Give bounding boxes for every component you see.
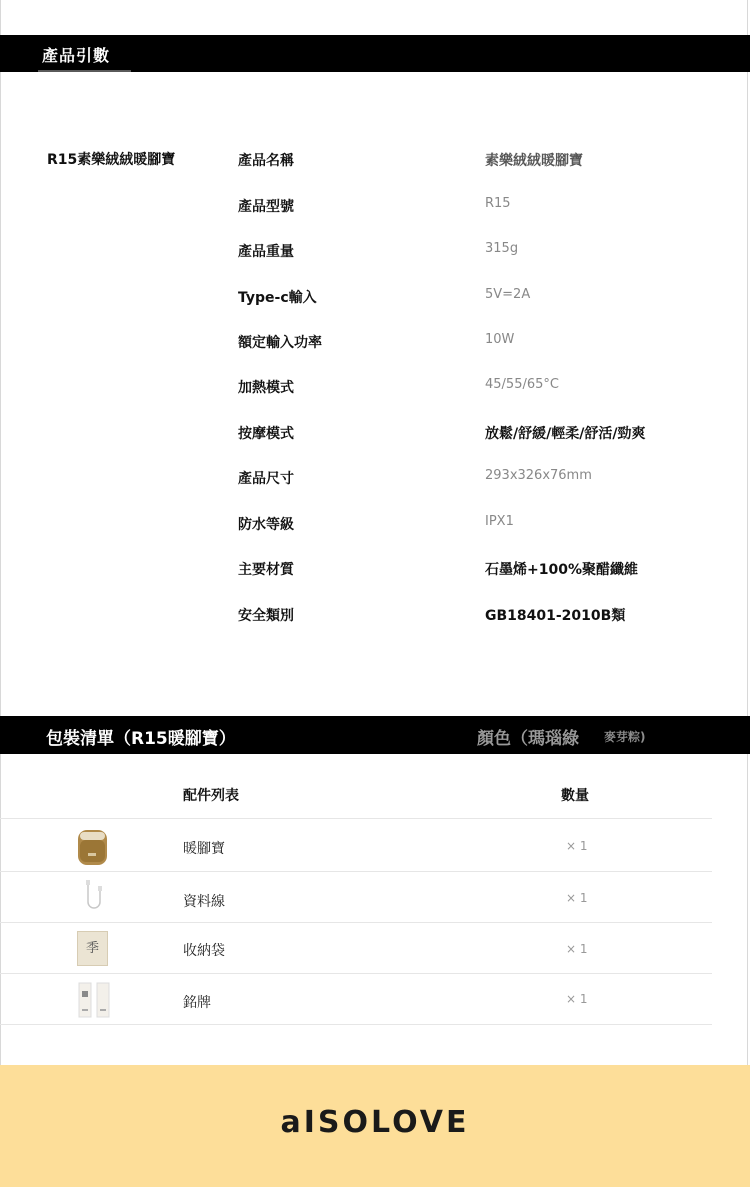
spec-row bbox=[0, 332, 750, 352]
storage-bag-icon: 季 bbox=[77, 931, 108, 966]
spec-label: 按摩模式 bbox=[238, 426, 294, 442]
product-name: R15素樂絨絨暖腳寶 bbox=[47, 152, 176, 168]
spec-value: GB18401-2010B類 bbox=[485, 608, 626, 624]
brand-logo: aISOLOVE bbox=[280, 1105, 470, 1140]
row-divider bbox=[0, 922, 712, 923]
spec-value: 放鬆/舒緩/輕柔/舒活/勁爽 bbox=[485, 426, 646, 442]
row-divider bbox=[0, 871, 712, 872]
row-divider bbox=[0, 818, 712, 819]
nameplate-icon bbox=[78, 982, 110, 1022]
spec-label: 防水等級 bbox=[238, 517, 294, 533]
col-header-qty: 數量 bbox=[561, 788, 589, 804]
col-header-item: 配件列表 bbox=[183, 788, 239, 804]
spec-label: 產品重量 bbox=[238, 244, 294, 260]
list-item-qty: × 1 bbox=[566, 992, 588, 1006]
spec-row bbox=[0, 196, 750, 216]
cable-icon bbox=[82, 880, 102, 920]
spec-value: 5V=2A bbox=[485, 287, 531, 302]
spec-label: Type-c輸入 bbox=[238, 290, 317, 306]
params-title: 產品引數 bbox=[42, 46, 111, 65]
list-item-name: 銘牌 bbox=[183, 995, 211, 1011]
list-item-name: 暖腳寶 bbox=[183, 841, 225, 857]
spec-value: 素樂絨絨暖腳寶 bbox=[485, 153, 583, 169]
spec-row bbox=[0, 605, 750, 625]
spec-label: 安全類別 bbox=[238, 608, 294, 624]
list-item-name: 資料線 bbox=[183, 894, 225, 910]
spec-row bbox=[0, 468, 750, 488]
list-item-name: 收納袋 bbox=[183, 943, 225, 959]
spec-label: 主要材質 bbox=[238, 562, 294, 578]
spec-label: 加熱模式 bbox=[238, 380, 294, 396]
params-title-underline bbox=[38, 70, 131, 72]
spec-label: 產品名稱 bbox=[238, 153, 294, 169]
row-divider bbox=[0, 1024, 712, 1025]
spec-value: 293x326x76mm bbox=[485, 468, 592, 483]
spec-row bbox=[0, 150, 750, 170]
list-item-qty: × 1 bbox=[566, 839, 588, 853]
color-alt-label: 麥芽粽) bbox=[604, 730, 646, 744]
spec-row bbox=[0, 377, 750, 397]
spec-row bbox=[0, 287, 750, 307]
list-item-qty: × 1 bbox=[566, 942, 588, 956]
list-item-qty: × 1 bbox=[566, 891, 588, 905]
spec-value: 45/55/65°C bbox=[485, 377, 559, 392]
color-label: 顏色（瑪瑙綠 bbox=[477, 729, 579, 749]
packing-title: 包裝清單（R15暖腳寶） bbox=[46, 729, 236, 749]
spec-row bbox=[0, 514, 750, 534]
spec-value: 315g bbox=[485, 241, 519, 256]
spec-label: 額定輸入功率 bbox=[238, 335, 322, 351]
spec-value: 石墨烯+100%聚醋纖維 bbox=[485, 562, 638, 578]
spec-label: 產品型號 bbox=[238, 199, 294, 215]
foot-warmer-icon bbox=[77, 829, 108, 870]
packing-header-bar bbox=[0, 716, 750, 754]
spec-value: IPX1 bbox=[485, 514, 514, 529]
spec-value: 10W bbox=[485, 332, 515, 347]
brand-footer bbox=[0, 1065, 750, 1187]
spec-label: 產品尺寸 bbox=[238, 471, 294, 487]
row-divider bbox=[0, 973, 712, 974]
spec-row bbox=[0, 559, 750, 579]
params-header-bar bbox=[0, 35, 750, 72]
spec-row bbox=[0, 423, 750, 443]
spec-value: R15 bbox=[485, 196, 511, 211]
spec-row bbox=[0, 241, 750, 261]
